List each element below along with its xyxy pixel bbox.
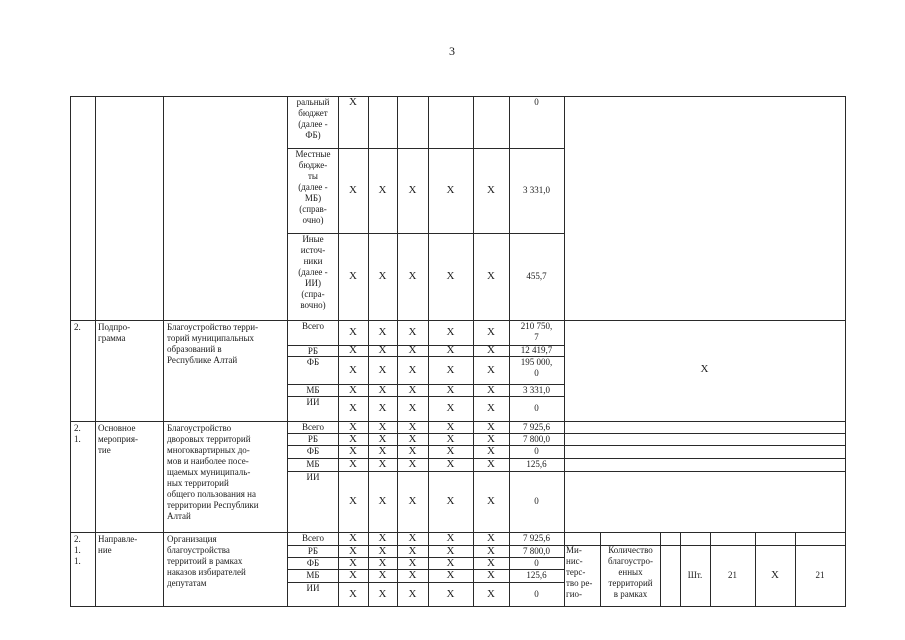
source-label: МБ: [306, 570, 320, 580]
table-rule: [70, 320, 846, 321]
x-mark: Х: [408, 363, 417, 376]
table-rule: [70, 96, 71, 607]
x-mark: Х: [487, 432, 495, 445]
table-rule: [660, 532, 661, 607]
row-type: Направле- ние: [98, 534, 138, 555]
x-mark: Х: [446, 344, 455, 356]
x-mark: Х: [349, 326, 357, 338]
x-mark: Х: [487, 420, 495, 433]
x-mark: Х: [349, 344, 357, 356]
x-mark: Х: [446, 383, 455, 396]
x-mark: Х: [378, 344, 387, 356]
x-mark: Х: [378, 556, 387, 569]
x-mark: Х: [487, 363, 495, 376]
row-number: 2. 1.: [74, 423, 81, 444]
x-mark: Х: [378, 432, 387, 445]
x-mark: Х: [349, 432, 357, 445]
x-mark: Х: [378, 402, 387, 414]
x-mark: Х: [349, 544, 357, 557]
x-mark: Х: [487, 569, 495, 581]
x-mark: Х: [349, 532, 357, 544]
x-mark: Х: [378, 363, 387, 376]
indicator-value: 21: [728, 570, 737, 580]
total-value: 195 000, 0: [520, 357, 553, 378]
x-mark: Х: [487, 269, 495, 282]
row-name: Организация благоустройства территоий в рамках наказов избирателей депутатам: [167, 534, 246, 588]
x-mark: Х: [408, 183, 417, 196]
source-label: РБ: [307, 546, 319, 556]
x-mark: Х: [487, 532, 495, 544]
total-value: 125,6: [526, 459, 547, 469]
x-mark: Х: [446, 569, 455, 581]
x-mark: Х: [349, 495, 357, 507]
table-rule: [95, 96, 96, 607]
x-mark: Х: [771, 569, 779, 581]
row-number: 2. 1. 1.: [74, 534, 81, 566]
source-label: МБ: [306, 459, 320, 469]
x-mark: Х: [446, 445, 455, 457]
x-mark: Х: [349, 183, 357, 196]
x-mark: Х: [487, 326, 495, 338]
x-mark: Х: [408, 445, 417, 457]
x-mark: Х: [378, 269, 387, 282]
total-value: 0: [534, 588, 539, 599]
x-mark: Х: [408, 402, 417, 414]
row-name: Благоустройство дворовых территорий многоквартирных до- мов и наиболее посе- щаемых муниципаль- ных территорий общего пользования на территории Республики Алтай: [167, 423, 259, 521]
x-mark: Х: [487, 183, 495, 196]
total-value: 0: [534, 97, 539, 107]
x-mark: Х: [446, 420, 455, 433]
source-label: Местные бюдже- ты (далее - МБ) (справ- очно): [295, 149, 331, 225]
total-value: 210 750, 7: [520, 321, 553, 342]
total-value: 7 925,6: [523, 533, 550, 543]
source-label: ФБ: [306, 357, 320, 367]
total-value: 0: [534, 557, 539, 568]
source-label: ИИ: [306, 397, 320, 407]
source-label: МБ: [306, 385, 320, 395]
x-mark: Х: [378, 326, 387, 338]
table-rule: [70, 606, 846, 607]
total-value: 7 925,6: [523, 421, 550, 432]
x-mark: Х: [446, 183, 455, 196]
total-value: 0: [534, 446, 539, 456]
x-mark: Х: [446, 556, 455, 569]
x-mark: Х: [700, 363, 709, 375]
x-mark: Х: [349, 556, 357, 569]
total-value: 0: [534, 403, 539, 413]
x-mark: Х: [408, 344, 417, 356]
x-mark: Х: [446, 363, 455, 376]
x-mark: Х: [378, 458, 387, 470]
x-mark: Х: [378, 544, 387, 557]
source-label: ФБ: [306, 446, 320, 456]
x-mark: Х: [378, 532, 387, 544]
total-value: 3 331,0: [523, 184, 550, 195]
table-rule: [70, 96, 846, 97]
source-label: Всего: [301, 321, 325, 331]
x-mark: Х: [408, 458, 417, 470]
total-value: 7 800,0: [523, 433, 550, 444]
x-mark: Х: [446, 269, 455, 282]
x-mark: Х: [378, 445, 387, 457]
x-mark: Х: [349, 420, 357, 433]
x-mark: Х: [487, 445, 495, 457]
total-value: 7 800,0: [523, 545, 550, 556]
x-mark: Х: [349, 587, 357, 600]
x-mark: Х: [446, 587, 455, 600]
source-label: ИИ: [306, 472, 320, 482]
total-value: 455,7: [526, 270, 547, 281]
x-mark: Х: [487, 458, 495, 470]
source-label: ИИ: [306, 583, 320, 593]
x-mark: Х: [446, 544, 455, 557]
total-value: 12 419,7: [520, 345, 553, 355]
x-mark: Х: [408, 269, 417, 282]
table-rule: [564, 96, 565, 607]
x-mark: Х: [408, 544, 417, 557]
x-mark: Х: [408, 495, 417, 507]
x-mark: Х: [349, 269, 357, 282]
row-number: 2.: [74, 322, 81, 332]
x-mark: Х: [408, 532, 417, 544]
page-number: 3: [449, 44, 455, 58]
x-mark: Х: [446, 402, 455, 414]
x-mark: Х: [487, 544, 495, 557]
x-mark: Х: [487, 402, 495, 414]
x-mark: Х: [408, 326, 417, 338]
x-mark: Х: [408, 383, 417, 396]
x-mark: Х: [446, 432, 455, 445]
total-value: 3 331,0: [523, 384, 550, 395]
x-mark: Х: [487, 495, 495, 507]
table-rule: [287, 471, 846, 472]
x-mark: Х: [408, 432, 417, 445]
x-mark: Х: [446, 458, 455, 470]
x-mark: Х: [378, 569, 387, 581]
x-mark: Х: [487, 383, 495, 396]
x-mark: Х: [378, 587, 387, 600]
x-mark: Х: [408, 420, 417, 433]
x-mark: Х: [349, 363, 357, 376]
table-rule: [845, 96, 846, 607]
total-value: 125,6: [526, 570, 547, 580]
x-mark: Х: [487, 587, 495, 600]
x-mark: Х: [408, 587, 417, 600]
responsible-body: Ми- нис- терс- тво ре- гио-: [566, 545, 593, 599]
indicator-name: Количество благоустро- енных территорий в рамках: [608, 545, 653, 599]
x-mark: Х: [446, 532, 455, 544]
x-mark: Х: [349, 445, 357, 457]
source-label: ФБ: [306, 558, 320, 568]
row-type: Основное мероприя- тие: [98, 423, 138, 455]
x-mark: Х: [446, 326, 455, 338]
total-value: 0: [534, 496, 539, 506]
source-label: Всего: [301, 533, 325, 543]
x-mark: Х: [349, 383, 357, 396]
x-mark: Х: [408, 556, 417, 569]
x-mark: Х: [349, 458, 357, 470]
x-mark: Х: [349, 96, 357, 108]
x-mark: Х: [487, 344, 495, 356]
source-label: Иные источ- ники (далее - ИИ) (спра- вочно): [298, 234, 328, 310]
table-rule: [163, 96, 164, 607]
x-mark: Х: [408, 569, 417, 581]
source-label: РБ: [307, 434, 319, 444]
x-mark: Х: [378, 495, 387, 507]
indicator-value: 21: [815, 570, 825, 580]
x-mark: Х: [487, 556, 495, 569]
x-mark: Х: [378, 420, 387, 433]
source-label: ральный бюджет (далее - ФБ): [296, 97, 330, 140]
row-type: Подпро- грамма: [98, 322, 131, 343]
source-label: Всего: [301, 422, 325, 432]
x-mark: Х: [378, 383, 387, 396]
x-mark: Х: [349, 569, 357, 581]
budget-table: [70, 96, 845, 606]
unit: Шт.: [687, 570, 703, 580]
row-name: Благоустройство терри- торий муниципальных образований в Республике Алтай: [167, 322, 259, 365]
x-mark: Х: [349, 402, 357, 414]
x-mark: Х: [446, 495, 455, 507]
x-mark: Х: [378, 183, 387, 196]
source-label: РБ: [307, 346, 319, 356]
